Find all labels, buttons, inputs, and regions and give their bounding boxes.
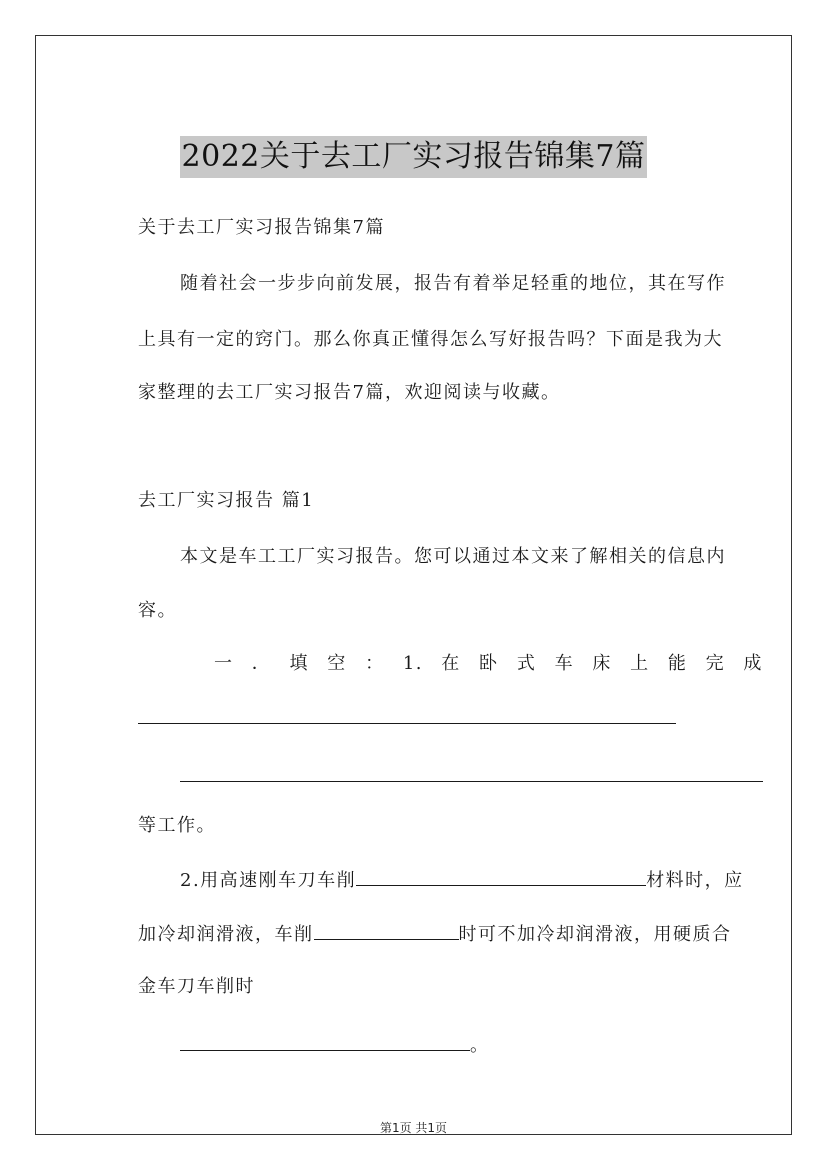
q1-char: ： — [365, 653, 385, 674]
q1-char: 在 — [441, 653, 461, 674]
page-footer: 第1页 共1页 — [379, 1121, 448, 1135]
answer-blank — [180, 1030, 470, 1051]
blank-row — [138, 703, 763, 733]
blank-row — [180, 761, 763, 791]
intro-line: 上具有一定的窍门。那么你真正懂得怎么写好报告吗？下面是我为大 — [138, 329, 723, 350]
q1-char: 车 — [554, 653, 575, 674]
answer-blank — [314, 919, 459, 940]
q1-char: 上 — [630, 653, 650, 674]
q2-text: 时可不加冷却润滑液，用硬质合 — [458, 924, 732, 945]
answer-blank — [356, 865, 646, 886]
q1-char: 一 — [214, 653, 234, 674]
q1-char: 式 — [516, 653, 537, 674]
intro-line: 家整理的去工厂实习报告7篇，欢迎阅读与收藏。 — [138, 382, 561, 403]
body-line: 本文是车工工厂实习报告。您可以通过本文来了解相关的信息内 — [180, 546, 726, 567]
body-line: 容。 — [138, 600, 177, 621]
answer-blank — [138, 703, 676, 724]
question-2-line: 金车刀车削时 — [138, 976, 255, 997]
q1-end: 等工作。 — [138, 815, 216, 836]
q2-text: 材料时，应 — [646, 870, 744, 891]
answer-blank — [180, 761, 763, 782]
q1-char: 床 — [592, 653, 612, 674]
q2-text: 2.用高速刚车刀车削 — [180, 870, 357, 891]
q1-char: ． — [251, 653, 272, 674]
q1-char: 成 — [743, 653, 763, 674]
document-page — [35, 35, 792, 1135]
question-2-line — [138, 919, 763, 949]
q1-char: 卧 — [479, 653, 499, 674]
question-2-line — [180, 865, 763, 895]
q1-char: 能 — [667, 653, 688, 674]
document-title: 2022关于去工厂实习报告锦集7篇 — [180, 136, 648, 178]
section-heading: 去工厂实习报告 篇1 — [138, 490, 315, 511]
title-container — [36, 136, 791, 178]
q2-text: 加冷却润滑液，车削 — [138, 924, 314, 945]
q2-text: 。 — [470, 1035, 490, 1056]
q1-char: 空 — [327, 653, 347, 674]
q1-char: 1. — [402, 653, 424, 674]
subtitle: 关于去工厂实习报告锦集7篇 — [138, 217, 385, 238]
question-1-line — [214, 650, 763, 678]
question-2-line — [180, 1030, 763, 1060]
q1-char: 填 — [289, 653, 310, 674]
intro-line: 随着社会一步步向前发展，报告有着举足轻重的地位，其在写作 — [180, 273, 726, 294]
q1-char: 完 — [705, 653, 726, 674]
